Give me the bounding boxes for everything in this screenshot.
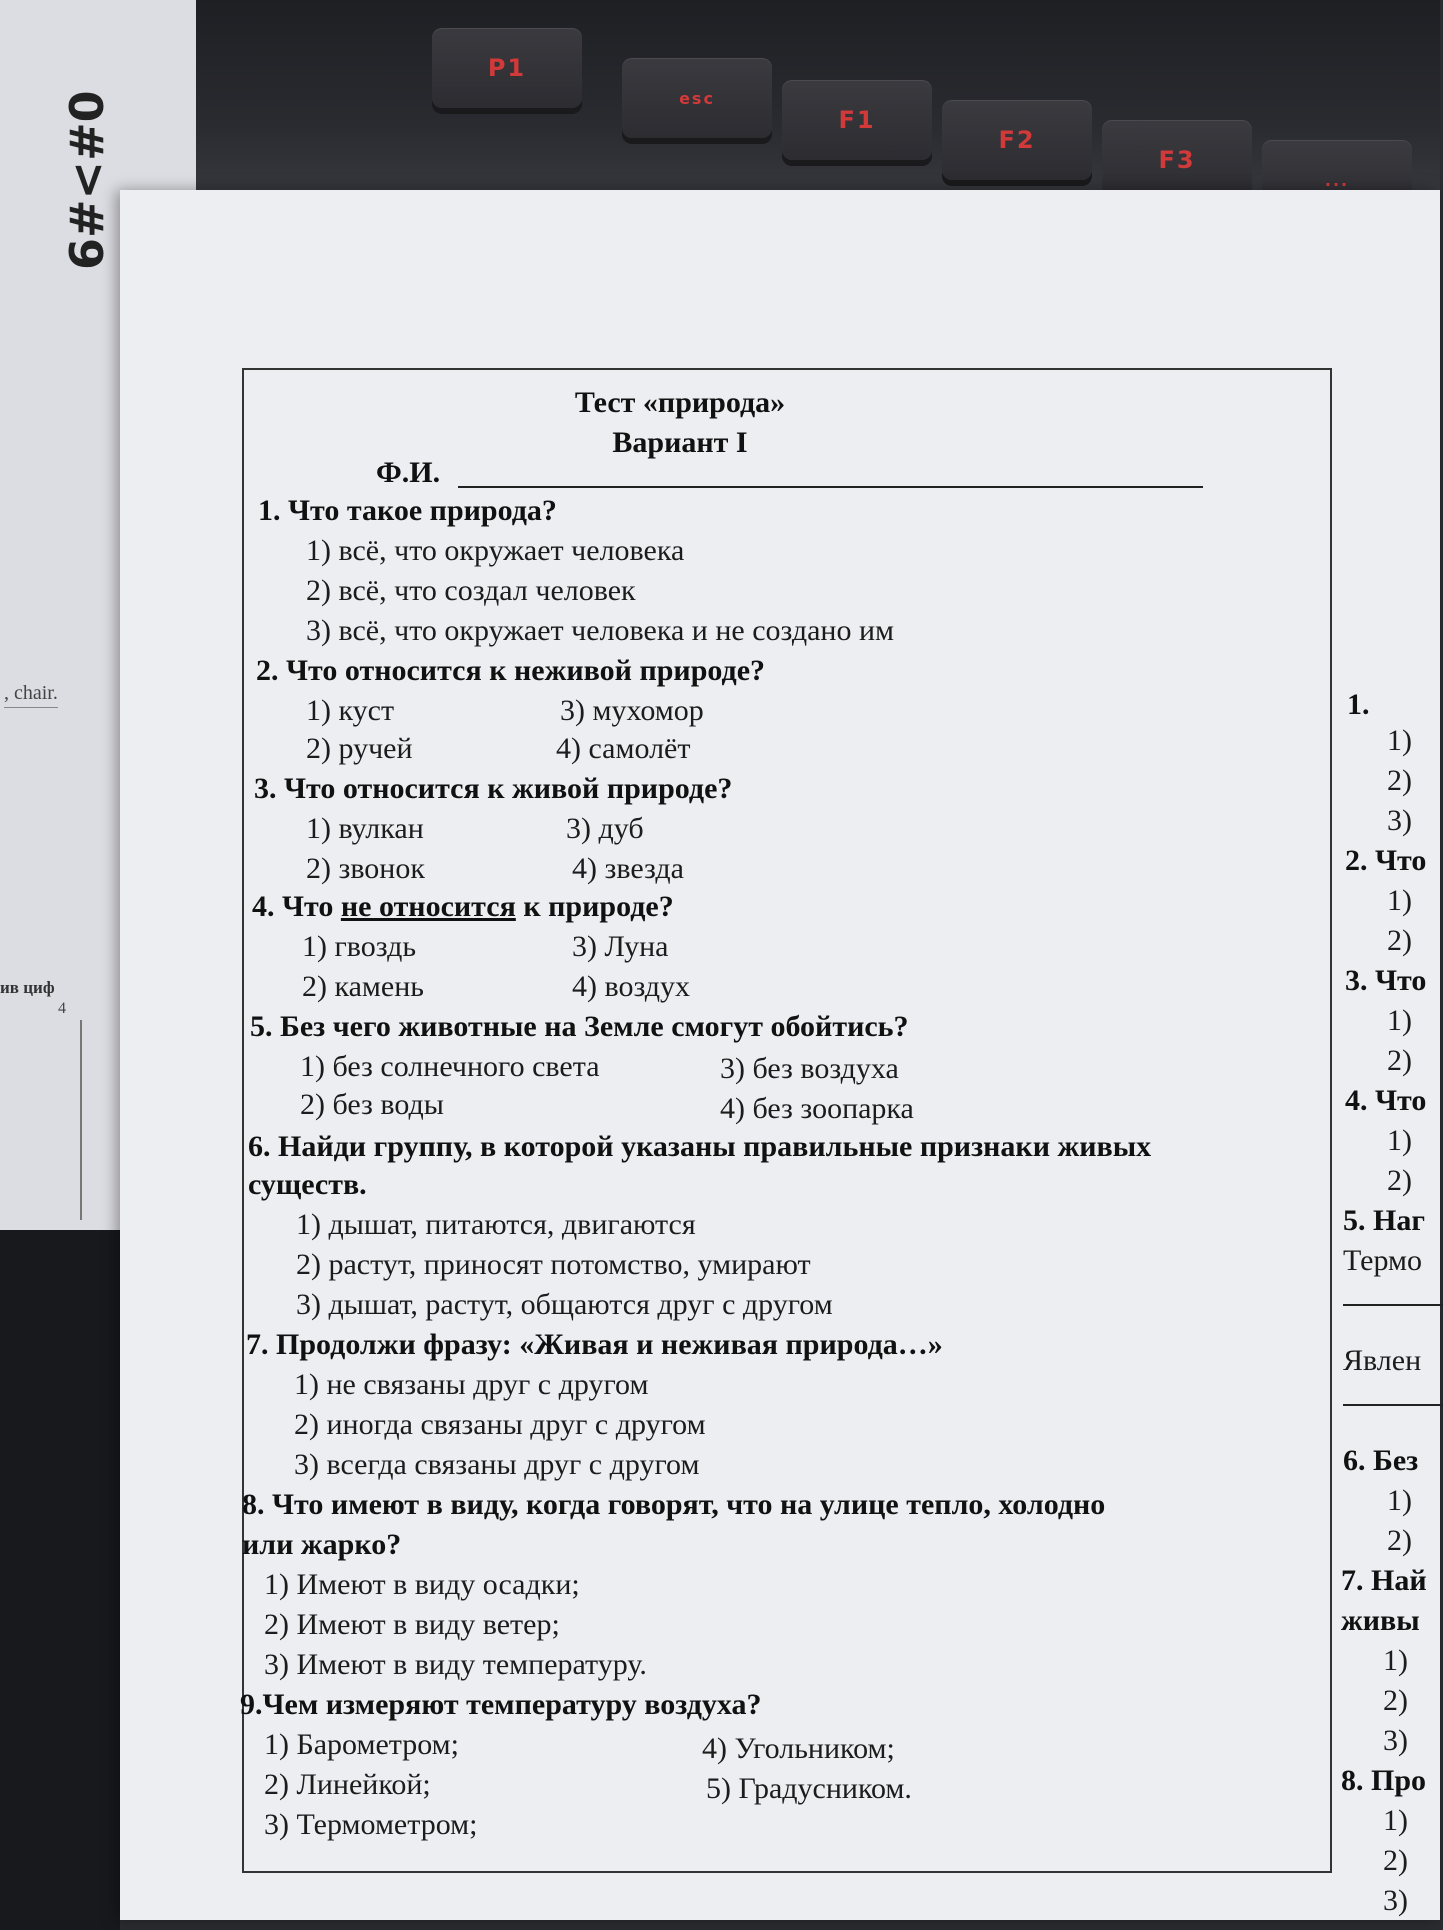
second-variant-column xyxy=(1333,368,1440,1917)
rc-line-12: 1) xyxy=(1387,1124,1412,1157)
key-esc: esc xyxy=(622,58,772,138)
q9-option-5[interactable]: 5) Градусником. xyxy=(706,1772,912,1805)
q8-option-2[interactable]: 2) Имеют в виду ветер; xyxy=(264,1608,560,1641)
rc-line-15: Термо xyxy=(1343,1244,1423,1277)
rc-line-23: 2) xyxy=(1383,1684,1408,1717)
left-sheet-sketch xyxy=(0,1020,82,1220)
test-variant: Вариант I xyxy=(612,426,748,459)
q4-option-2[interactable]: 2) камень xyxy=(302,970,424,1003)
rc-answer-line-2 xyxy=(1343,1404,1443,1406)
question-6-cont: существ. xyxy=(248,1168,367,1201)
handwritten-fraction: 6#<#0 xyxy=(60,90,114,270)
key-f2: F2 xyxy=(942,100,1092,180)
rc-line-6: 1) xyxy=(1387,884,1412,917)
question-4 xyxy=(252,890,674,924)
rc-line-19: 2) xyxy=(1387,1524,1412,1557)
q7-option-3[interactable]: 3) всегда связаны друг с другом xyxy=(294,1448,700,1481)
q3-option-4[interactable]: 4) звезда xyxy=(572,852,684,885)
rc-line-10: 2) xyxy=(1387,1044,1412,1077)
key-p1: P1 xyxy=(432,28,582,108)
q1-option-1[interactable]: 1) всё, что окружает человека xyxy=(306,534,685,567)
rc-line-28: 3) xyxy=(1383,1884,1408,1917)
rc-line-5: 2. Что xyxy=(1345,844,1427,877)
q8-option-3[interactable]: 3) Имеют в виду температуру. xyxy=(264,1648,647,1681)
q9-option-4[interactable]: 4) Угольником; xyxy=(702,1732,895,1765)
rc-line-9: 1) xyxy=(1387,1004,1412,1037)
question-6: 6. Найди группу, в которой указаны правильные признаки живых xyxy=(248,1130,1152,1163)
question-8: 8. Что имеют в виду, когда говорят, что на улице тепло, холодно xyxy=(242,1488,1106,1521)
rc-line-24: 3) xyxy=(1383,1724,1408,1757)
q2-option-4[interactable]: 4) самолёт xyxy=(556,732,691,765)
q2-option-1[interactable]: 1) куст xyxy=(306,694,395,727)
q1-option-3[interactable]: 3) всё, что окружает человека и не создано им xyxy=(306,614,895,647)
name-field-line[interactable] xyxy=(458,486,1203,488)
q5-option-1[interactable]: 1) без солнечного света xyxy=(300,1050,600,1083)
rc-line-26: 1) xyxy=(1383,1804,1408,1837)
q7-option-2[interactable]: 2) иногда связаны друг с другом xyxy=(294,1408,706,1441)
q5-option-3[interactable]: 3) без воздуха xyxy=(720,1052,899,1085)
q4-text-underlined: не относится xyxy=(340,890,516,923)
rc-line-27: 2) xyxy=(1383,1844,1408,1877)
q2-option-2[interactable]: 2) ручей xyxy=(306,732,413,765)
rc-line-21: живы xyxy=(1341,1604,1420,1637)
test-title: Тест «природа» xyxy=(574,386,786,419)
rc-line-16: Явлен xyxy=(1343,1344,1422,1377)
rc-line-4: 3) xyxy=(1387,804,1412,837)
rc-line-20: 7. Най xyxy=(1341,1564,1427,1597)
question-1: 1. Что такое природа? xyxy=(258,494,557,527)
q9-option-2[interactable]: 2) Линейкой; xyxy=(264,1768,431,1801)
q6-option-1[interactable]: 1) дышат, питаются, двигаются xyxy=(296,1208,696,1241)
rc-line-17: 6. Без xyxy=(1343,1444,1419,1477)
q4-text-pre: 4. Что xyxy=(252,890,341,923)
q2-option-3[interactable]: 3) мухомор xyxy=(560,694,704,727)
name-label: Ф.И. xyxy=(376,456,441,489)
q4-text-post: к природе? xyxy=(515,890,674,923)
rc-line-22: 1) xyxy=(1383,1644,1408,1677)
q3-option-3[interactable]: 3) дуб xyxy=(566,812,644,845)
rc-answer-line-1 xyxy=(1343,1304,1443,1306)
rc-line-25: 8. Про xyxy=(1341,1764,1427,1797)
desk-shadow xyxy=(0,1230,120,1930)
q6-option-2[interactable]: 2) растут, приносят потомство, умирают xyxy=(296,1248,811,1281)
rc-line-2: 1) xyxy=(1387,724,1412,757)
rc-line-7: 2) xyxy=(1387,924,1412,957)
question-7: 7. Продолжи фразу: «Живая и неживая природа…» xyxy=(246,1328,943,1361)
q4-option-3[interactable]: 3) Луна xyxy=(572,930,669,963)
q1-option-2[interactable]: 2) всё, что создал человек xyxy=(306,574,636,607)
question-2: 2. Что относится к неживой природе? xyxy=(256,654,766,687)
key-extra: ... xyxy=(1262,140,1412,220)
q3-option-1[interactable]: 1) вулкан xyxy=(306,812,424,845)
q5-option-2[interactable]: 2) без воды xyxy=(300,1088,444,1121)
keyboard xyxy=(196,0,1440,210)
question-3: 3. Что относится к живой природе? xyxy=(254,772,733,805)
rc-line-3: 2) xyxy=(1387,764,1412,797)
rc-line-14: 5. Наг xyxy=(1343,1204,1425,1237)
rc-line-8: 3. Что xyxy=(1345,964,1427,997)
test-sheet xyxy=(120,190,1440,1920)
key-f1: F1 xyxy=(782,80,932,160)
left-sheet-word: , chair. xyxy=(4,682,58,708)
question-8-cont: или жарко? xyxy=(242,1528,402,1561)
q9-option-1[interactable]: 1) Барометром; xyxy=(264,1728,459,1761)
rc-line-13: 2) xyxy=(1387,1164,1412,1197)
rc-line-11: 4. Что xyxy=(1345,1084,1427,1117)
rc-line-18: 1) xyxy=(1387,1484,1412,1517)
rc-line-1: 1. xyxy=(1347,688,1370,721)
q4-option-1[interactable]: 1) гвоздь xyxy=(302,930,417,963)
question-5: 5. Без чего животные на Земле смогут обойтись? xyxy=(250,1010,909,1043)
q7-option-1[interactable]: 1) не связаны друг с другом xyxy=(294,1368,649,1401)
q3-option-2[interactable]: 2) звонок xyxy=(306,852,425,885)
q8-option-1[interactable]: 1) Имеют в виду осадки; xyxy=(264,1568,580,1601)
q9-option-3[interactable]: 3) Термометром; xyxy=(264,1808,478,1841)
left-sheet-cut-text: ив циф xyxy=(0,978,55,997)
q5-option-4[interactable]: 4) без зоопарка xyxy=(720,1092,914,1125)
q6-option-3[interactable]: 3) дышат, растут, общаются друг с другом xyxy=(296,1288,833,1321)
question-9: 9.Чем измеряют температуру воздуха? xyxy=(240,1688,762,1721)
left-sheet-cut-number: 4 xyxy=(58,1000,66,1017)
key-f3: F3 xyxy=(1102,120,1252,200)
q4-option-4[interactable]: 4) воздух xyxy=(572,970,691,1003)
